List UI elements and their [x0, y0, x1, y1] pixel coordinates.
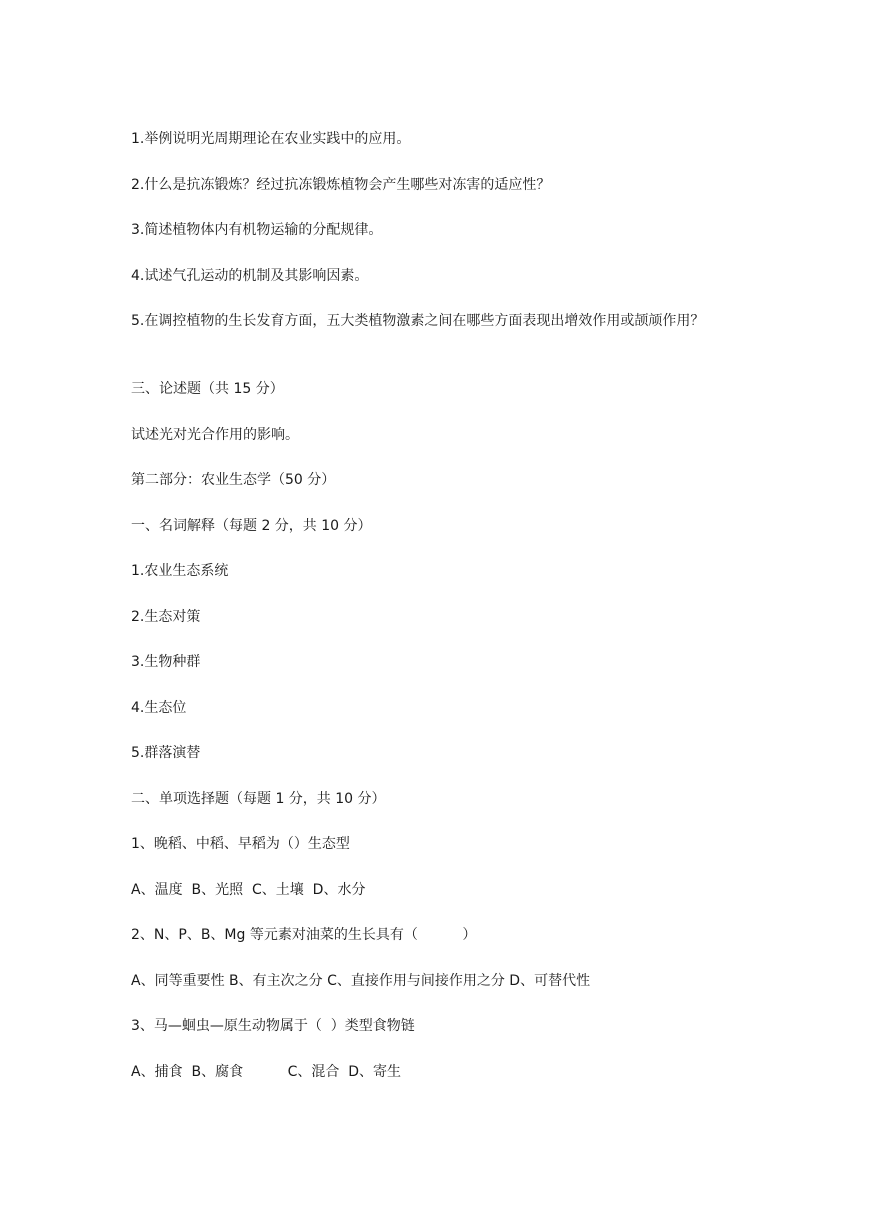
section-heading-terms: 一、名词解释（每题 2 分，共 10 分） — [131, 518, 372, 534]
term-item: 5.群落演替 — [131, 745, 201, 761]
term-item: 3.生物种群 — [131, 654, 201, 670]
choice-question: 3、马—蛔虫—原生动物属于（ ）类型食物链 — [131, 1018, 415, 1034]
essay-question: 试述光对光合作用的影响。 — [131, 427, 299, 443]
question-cold-hardening: 2.什么是抗冻锻炼？经过抗冻锻炼植物会产生哪些对冻害的适应性？ — [131, 177, 551, 193]
question-photoperiod: 1.举例说明光周期理论在农业实践中的应用。 — [131, 131, 411, 147]
question-organic-transport: 3.简述植物体内有机物运输的分配规律。 — [131, 222, 383, 238]
term-item: 2.生态对策 — [131, 609, 201, 625]
question-hormones: 5.在调控植物的生长发育方面，五大类植物激素之间在哪些方面表现出增效作用或颉颃作用？ — [131, 313, 705, 329]
section-heading-essay: 三、论述题（共 15 分） — [131, 381, 284, 397]
term-item: 4.生态位 — [131, 700, 187, 716]
choice-question: 2、N、P、B、Mg 等元素对油菜的生长具有（ ） — [131, 927, 477, 943]
question-stomata: 4.试述气孔运动的机制及其影响因素。 — [131, 268, 369, 284]
term-item: 1.农业生态系统 — [131, 563, 229, 579]
section-heading-choice: 二、单项选择题（每题 1 分，共 10 分） — [131, 791, 386, 807]
choice-options: A、捕食 B、腐食 C、混合 D、寄生 — [131, 1064, 402, 1080]
choice-options: A、温度 B、光照 C、土壤 D、水分 — [131, 882, 366, 898]
choice-question: 1、晚稻、中稻、早稻为（）生态型 — [131, 836, 350, 852]
choice-options: A、同等重要性 B、有主次之分 C、直接作用与间接作用之分 D、可替代性 — [131, 973, 591, 989]
part-two-heading: 第二部分：农业生态学（50 分） — [131, 472, 336, 488]
